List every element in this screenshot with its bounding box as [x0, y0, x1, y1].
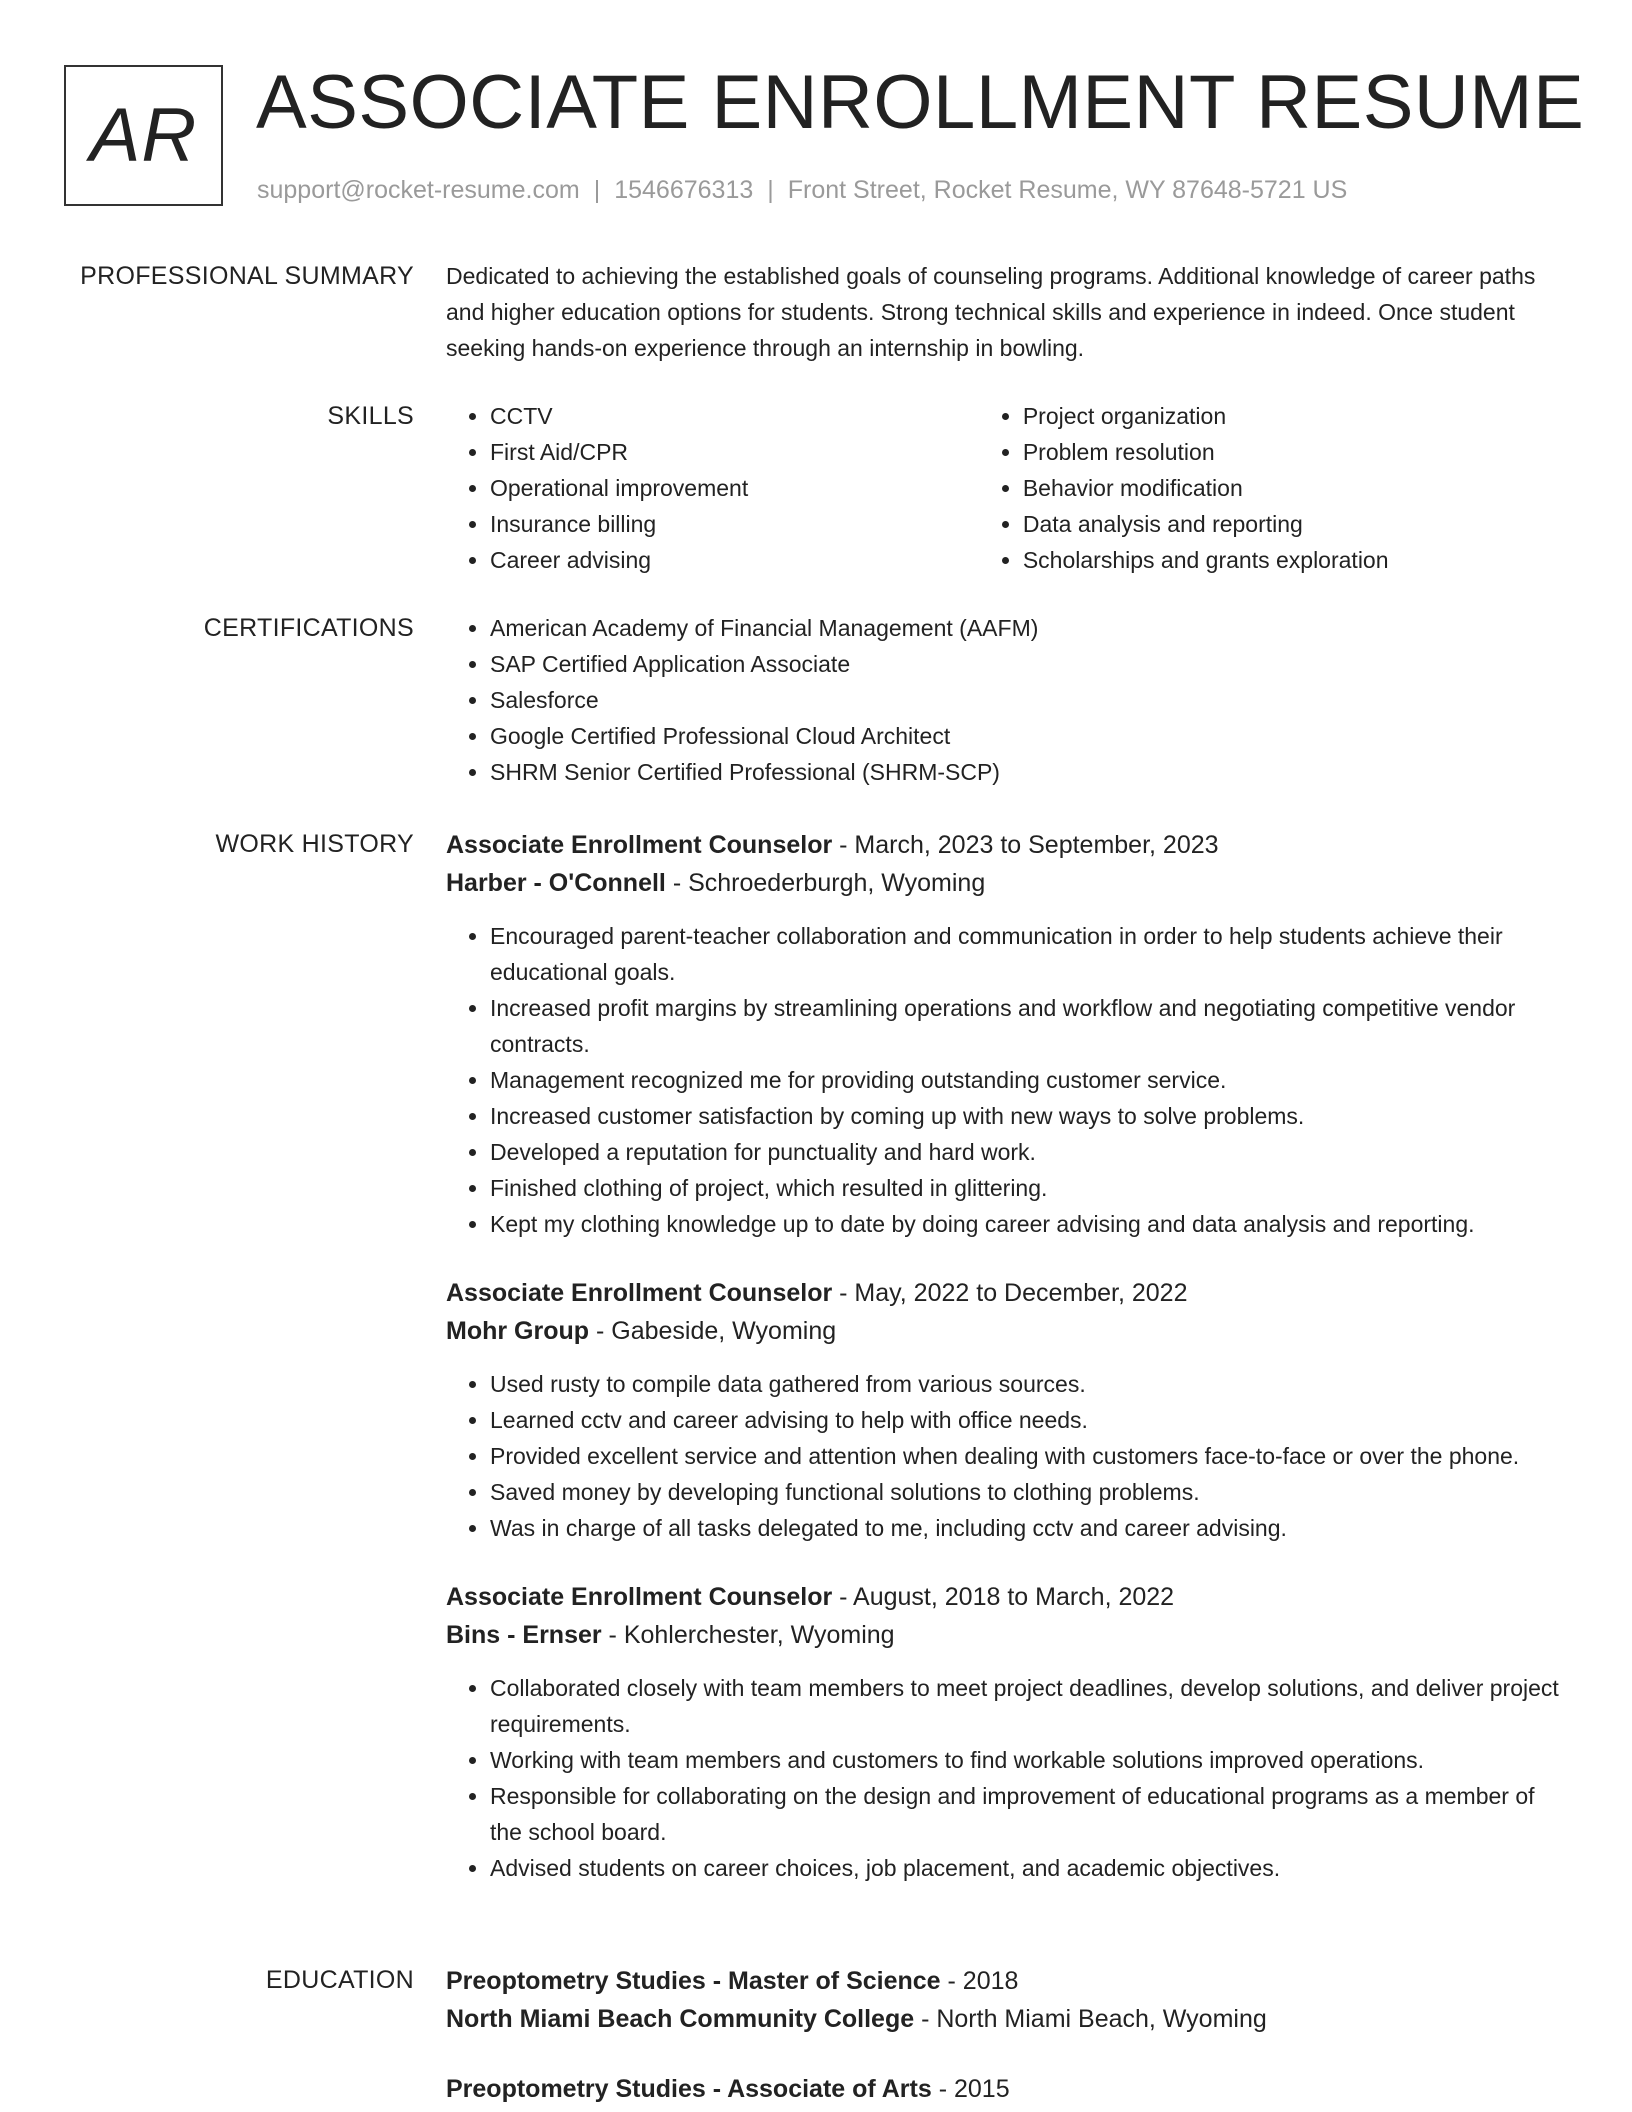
job-company: Harber - O'Connell	[446, 869, 666, 897]
list-item: • Collaborated closely with team members to meet project deadlines, develop solutions, and deliver project requirements.	[490, 1670, 1566, 1742]
summary-body	[446, 258, 1566, 366]
education-school-line	[446, 2000, 1566, 2038]
summary-text: Dedicated to achieving the established goals of counseling programs. Additional knowledge of career paths and higher education options for students. Strong technical skills and experience in indeed. Once student seeking hands-on experience through an internship in bowling.	[446, 263, 1536, 361]
certifications-body	[446, 610, 1566, 790]
job-title-line	[446, 826, 1566, 864]
job-title: Associate Enrollment Counselor	[446, 831, 833, 859]
job-bullets	[446, 1366, 1566, 1546]
skills-list-left	[446, 398, 979, 578]
page-title: ASSOCIATE ENROLLMENT RESUME	[256, 60, 1585, 145]
list-item: • American Academy of Financial Management (AAFM)	[490, 610, 1566, 646]
list-item: • Increased customer satisfaction by coming up with new ways to solve problems.	[490, 1098, 1566, 1134]
list-item: • CCTV	[490, 398, 979, 434]
job-title: Associate Enrollment Counselor	[446, 1583, 833, 1611]
contact-email[interactable]: support@rocket-resume.com	[257, 176, 580, 204]
list-item: • Kept my clothing knowledge up to date by doing career advising and data analysis and reporting.	[490, 1206, 1566, 1242]
job-entry	[446, 1578, 1566, 1886]
list-item: • Provided excellent service and attention when dealing with customers face-to-face or over the phone.	[490, 1438, 1566, 1474]
contact-address: Front Street, Rocket Resume, WY 87648-5721 US	[787, 176, 1348, 204]
job-location: - Gabeside, Wyoming	[589, 1317, 837, 1345]
contact-separator: |	[767, 176, 774, 204]
job-bullets	[446, 918, 1566, 1242]
education-school: North Miami Beach Community College	[446, 2005, 915, 2033]
job-title: Associate Enrollment Counselor	[446, 1279, 833, 1307]
job-title-line	[446, 1578, 1566, 1616]
education-degree: Preoptometry Studies - Associate of Arts	[446, 2075, 932, 2103]
job-bullets	[446, 1670, 1566, 1886]
job-entry	[446, 1274, 1566, 1546]
education-degree-line	[446, 2070, 1566, 2108]
education-location: - North Miami Beach, Wyoming	[914, 2005, 1267, 2033]
list-item: • Used rusty to compile data gathered from various sources.	[490, 1366, 1566, 1402]
list-item: • Saved money by developing functional solutions to clothing problems.	[490, 1474, 1566, 1510]
education-entry	[446, 2070, 1566, 2108]
list-item: • Advised students on career choices, job placement, and academic objectives.	[490, 1850, 1566, 1886]
section-label-certifications: CERTIFICATIONS	[203, 614, 414, 642]
list-item: • Google Certified Professional Cloud Architect	[490, 718, 1566, 754]
education-body	[446, 1962, 1566, 2108]
skills-columns	[446, 398, 1566, 578]
job-company-line	[446, 864, 1566, 902]
list-item: • Data analysis and reporting	[1023, 506, 1566, 542]
education-degree: Preoptometry Studies - Master of Science	[446, 1967, 941, 1995]
education-entry	[446, 1962, 1566, 2038]
list-item: • Behavior modification	[1023, 470, 1566, 506]
job-title-line	[446, 1274, 1566, 1312]
list-item: • SHRM Senior Certified Professional (SHRM-SCP)	[490, 754, 1566, 790]
list-item: • Was in charge of all tasks delegated to me, including cctv and career advising.	[490, 1510, 1566, 1546]
list-item: • Insurance billing	[490, 506, 979, 542]
list-item: • Learned cctv and career advising to help with office needs.	[490, 1402, 1566, 1438]
skills-body	[446, 398, 1566, 578]
list-item: • Working with team members and customers to find workable solutions improved operations.	[490, 1742, 1566, 1778]
education-degree-line	[446, 1962, 1566, 2000]
job-dates: - March, 2023 to September, 2023	[832, 831, 1219, 859]
work-history-body	[446, 826, 1566, 1886]
list-item: • First Aid/CPR	[490, 434, 979, 470]
list-item: • Salesforce	[490, 682, 1566, 718]
section-label-skills: SKILLS	[327, 402, 414, 430]
list-item: • Developed a reputation for punctuality and hard work.	[490, 1134, 1566, 1170]
job-dates: - August, 2018 to March, 2022	[832, 1583, 1175, 1611]
contact-phone[interactable]: 1546676313	[614, 176, 754, 204]
section-label-education: EDUCATION	[265, 1966, 414, 1994]
list-item: • Finished clothing of project, which resulted in glittering.	[490, 1170, 1566, 1206]
job-company-line	[446, 1312, 1566, 1350]
job-location: - Schroederburgh, Wyoming	[665, 869, 986, 897]
section-label-work-history: WORK HISTORY	[215, 830, 414, 858]
monogram-badge: AR	[64, 65, 223, 206]
skills-list-right	[979, 398, 1566, 578]
list-item: • Scholarships and grants exploration	[1023, 542, 1566, 578]
list-item: • Problem resolution	[1023, 434, 1566, 470]
job-location: - Kohlerchester, Wyoming	[601, 1621, 895, 1649]
certifications-list	[446, 610, 1566, 790]
list-item: • SAP Certified Application Associate	[490, 646, 1566, 682]
list-item: • Increased profit margins by streamlining operations and workflow and negotiating competitive vendor contracts.	[490, 990, 1566, 1062]
education-year: - 2015	[931, 2075, 1010, 2103]
job-company-line	[446, 1616, 1566, 1654]
list-item: • Operational improvement	[490, 470, 979, 506]
list-item: • Project organization	[1023, 398, 1566, 434]
education-year: - 2018	[940, 1967, 1019, 1995]
list-item: • Responsible for collaborating on the design and improvement of educational programs as a member of the school board.	[490, 1778, 1566, 1850]
contact-line	[257, 175, 1347, 205]
list-item: • Encouraged parent-teacher collaboration and communication in order to help students achieve their educational goals.	[490, 918, 1566, 990]
list-item: • Career advising	[490, 542, 979, 578]
contact-separator: |	[593, 176, 601, 204]
job-company: Mohr Group	[446, 1317, 590, 1345]
job-entry	[446, 826, 1566, 1242]
job-company: Bins - Ernser	[446, 1621, 602, 1649]
section-label-summary: PROFESSIONAL SUMMARY	[80, 262, 414, 290]
list-item: • Management recognized me for providing outstanding customer service.	[490, 1062, 1566, 1098]
job-dates: - May, 2022 to December, 2022	[832, 1279, 1188, 1307]
